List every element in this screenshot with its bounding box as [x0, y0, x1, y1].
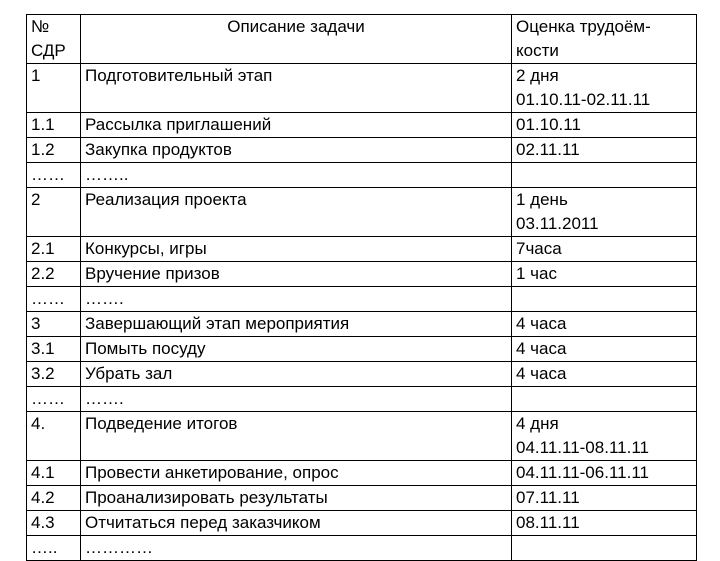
task-number: …… [27, 287, 81, 312]
header-number-line1: № [31, 17, 50, 36]
task-number: 2 [27, 188, 81, 237]
task-effort-line1: 01.10.11 [516, 115, 581, 134]
table-row [27, 461, 697, 486]
task-description: ……. [81, 287, 512, 312]
task-effort [512, 412, 697, 461]
task-effort [512, 387, 697, 412]
header-effort-line1: Оценка трудоём- [516, 17, 651, 36]
task-effort [512, 64, 697, 113]
table-header-row [27, 15, 697, 64]
task-effort-line2: 04.11.11-08.11.11 [516, 438, 649, 457]
header-number [27, 15, 81, 64]
task-effort [512, 511, 697, 536]
task-effort-line1: 07.11.11 [516, 488, 580, 507]
task-description: Подведение итогов [81, 412, 512, 461]
wbs-table [26, 14, 697, 561]
task-effort-line2: 03.11.2011 [516, 214, 599, 233]
task-description: Закупка продуктов [81, 138, 512, 163]
task-description: Проанализировать результаты [81, 486, 512, 511]
task-effort [512, 536, 697, 561]
task-description: ……. [81, 387, 512, 412]
task-description: Рассылка приглашений [81, 113, 512, 138]
task-effort [512, 362, 697, 387]
header-effort-line2: кости [516, 41, 559, 60]
table-row [27, 536, 697, 561]
task-description: …….. [81, 163, 512, 188]
task-description: Помыть посуду [81, 337, 512, 362]
task-effort-line1: 7часа [516, 239, 562, 258]
task-effort-line1: 4 часа [516, 314, 567, 333]
wbs-document [26, 14, 696, 557]
header-effort [512, 15, 697, 64]
table-row [27, 387, 697, 412]
table-row [27, 312, 697, 337]
task-effort [512, 287, 697, 312]
task-effort-line1 [516, 163, 696, 187]
table-row [27, 138, 697, 163]
table-row [27, 113, 697, 138]
task-description: Вручение призов [81, 262, 512, 287]
task-effort-line1 [516, 287, 696, 311]
task-effort [512, 237, 697, 262]
task-number: 3 [27, 312, 81, 337]
wbs-table-body [27, 64, 697, 561]
table-row [27, 163, 697, 188]
task-number: 1.1 [27, 113, 81, 138]
header-description: Описание задачи [81, 15, 512, 64]
task-effort-line1: 2 дня [516, 66, 559, 85]
table-row [27, 287, 697, 312]
task-number: 4.2 [27, 486, 81, 511]
task-effort [512, 113, 697, 138]
task-number: 3.2 [27, 362, 81, 387]
task-effort-line1: 4 дня [516, 414, 559, 433]
task-effort [512, 486, 697, 511]
task-number: 2.2 [27, 262, 81, 287]
task-effort-line1: 02.11.11 [516, 140, 580, 159]
task-effort [512, 138, 697, 163]
task-description: Конкурсы, игры [81, 237, 512, 262]
table-row [27, 64, 697, 113]
task-effort [512, 337, 697, 362]
task-effort-line1: 1 день [516, 190, 568, 209]
task-number: 1.2 [27, 138, 81, 163]
task-effort-line1: 4 часа [516, 339, 567, 358]
table-row [27, 412, 697, 461]
table-row [27, 486, 697, 511]
task-description: Завершающий этап мероприятия [81, 312, 512, 337]
task-number: 1 [27, 64, 81, 113]
task-description: Убрать зал [81, 362, 512, 387]
task-number: ….. [27, 536, 81, 561]
header-number-line2: СДР [31, 41, 66, 60]
task-effort-line1: 4 часа [516, 364, 567, 383]
task-number: 4. [27, 412, 81, 461]
table-row [27, 511, 697, 536]
task-description: Провести анкетирование, опрос [81, 461, 512, 486]
task-number: 3.1 [27, 337, 81, 362]
task-effort-line1 [516, 387, 696, 411]
task-number: …… [27, 163, 81, 188]
task-effort-line1: 04.11.11-06.11.11 [516, 463, 649, 482]
table-row [27, 362, 697, 387]
task-effort [512, 163, 697, 188]
table-row [27, 337, 697, 362]
task-number: …… [27, 387, 81, 412]
task-number: 4.1 [27, 461, 81, 486]
task-effort-line1: 08.11.11 [516, 513, 580, 532]
table-row [27, 237, 697, 262]
task-effort [512, 312, 697, 337]
task-description: ………… [81, 536, 512, 561]
task-effort [512, 461, 697, 486]
table-row [27, 262, 697, 287]
task-effort [512, 188, 697, 237]
task-number: 4.3 [27, 511, 81, 536]
task-description: Отчитаться перед заказчиком [81, 511, 512, 536]
task-effort-line2: 01.10.11-02.11.11 [516, 90, 651, 109]
task-effort-line1: 1 час [516, 264, 557, 283]
task-number: 2.1 [27, 237, 81, 262]
table-row [27, 188, 697, 237]
task-effort [512, 262, 697, 287]
task-description: Подготовительный этап [81, 64, 512, 113]
task-description: Реализация проекта [81, 188, 512, 237]
